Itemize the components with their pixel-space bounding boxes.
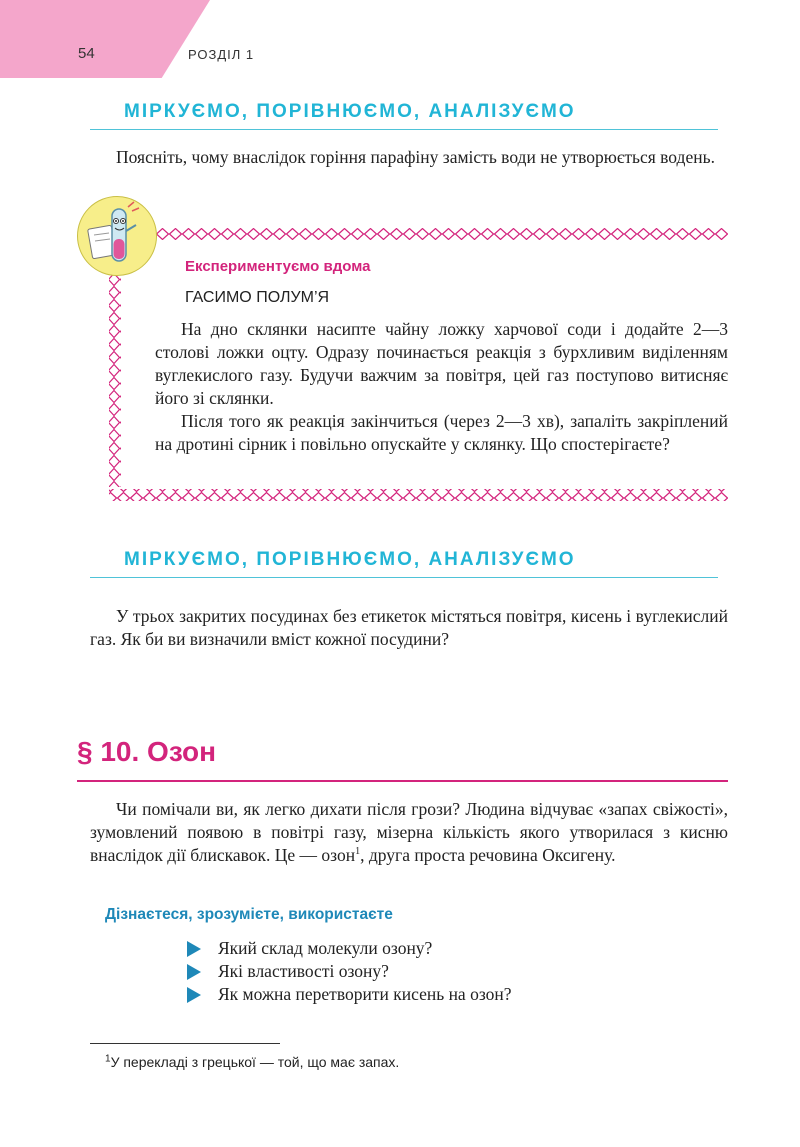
question-list (187, 937, 512, 1006)
question-text: Який склад молекули озону? (218, 938, 433, 958)
triangle-bullet-icon (187, 964, 201, 980)
learn-title: Дізнаєтеся, зрозумієте, використаєте (105, 906, 393, 923)
think-heading-1: МІРКУЄМО, ПОРІВНЮЄМО, АНАЛІЗУЄМО (90, 100, 718, 130)
experiment-badge (77, 196, 157, 276)
triangle-bullet-icon (187, 987, 201, 1003)
list-item (187, 960, 512, 983)
footnote-rule (90, 1043, 280, 1044)
think-text-2: У трьох закритих посудинах без етикеток містяться повітря, кисень і вуглекислий газ. Як би ви визначили вміст кожної посудини? (90, 606, 728, 649)
intro-text-a: Чи помічали ви, як легко дихати після грози? Людина відчуває «запах свіжості», зумовлений появою в повітрі газу, мізерна кількість якого утворилася з кисню внаслідок дії блискавок. Це — озон (90, 799, 728, 865)
footnote-ref: 1 (355, 846, 361, 858)
footnote (105, 1054, 399, 1070)
experiment-paragraph-1: На дно склянки насипте чайну ложку харчової соди і додайте 2—3 столові ложки оцту. Одразу починається реакція з бурхливим виділенням вуглекислого газу. Будучи важчим за повітря, цей газ поступово витисняє його зі склянки. (155, 319, 728, 408)
test-tube-mascot-icon (78, 197, 156, 275)
question-text: Як можна перетворити кисень на озон? (218, 984, 512, 1004)
think-heading-2: МІРКУЄМО, ПОРІВНЮЄМО, АНАЛІЗУЄМО (90, 548, 718, 578)
footnote-marker: 1 (105, 1053, 111, 1065)
paragraph-intro (90, 798, 728, 867)
intro-text-b: , друга проста речовина Оксигену. (360, 845, 616, 865)
footnote-text: У перекладі з грецької — той, що має запах. (110, 1054, 400, 1070)
experiment-paragraph-2: Після того як реакція закінчиться (через 2—3 хв), запаліть закріплений на дротині сірник і повільно опускайте у склянку. Що спостерігаєте? (155, 411, 728, 454)
page-number: 54 (78, 45, 95, 62)
experiment-subtitle: ГАСИМО ПОЛУМ’Я (185, 289, 330, 306)
experiment-title: Експериментуємо вдома (185, 258, 371, 275)
paragraph-title: § 10. Озон (77, 736, 217, 767)
think-text-1: Поясніть, чому внаслідок горіння парафіну замість води не утворюється водень. (116, 147, 715, 167)
list-item (187, 937, 512, 960)
triangle-bullet-icon (187, 941, 201, 957)
question-text: Які властивості озону? (218, 961, 389, 981)
paragraph-title-rule (77, 780, 728, 782)
chapter-label: РОЗДІЛ 1 (188, 47, 255, 62)
list-item (187, 983, 512, 1006)
